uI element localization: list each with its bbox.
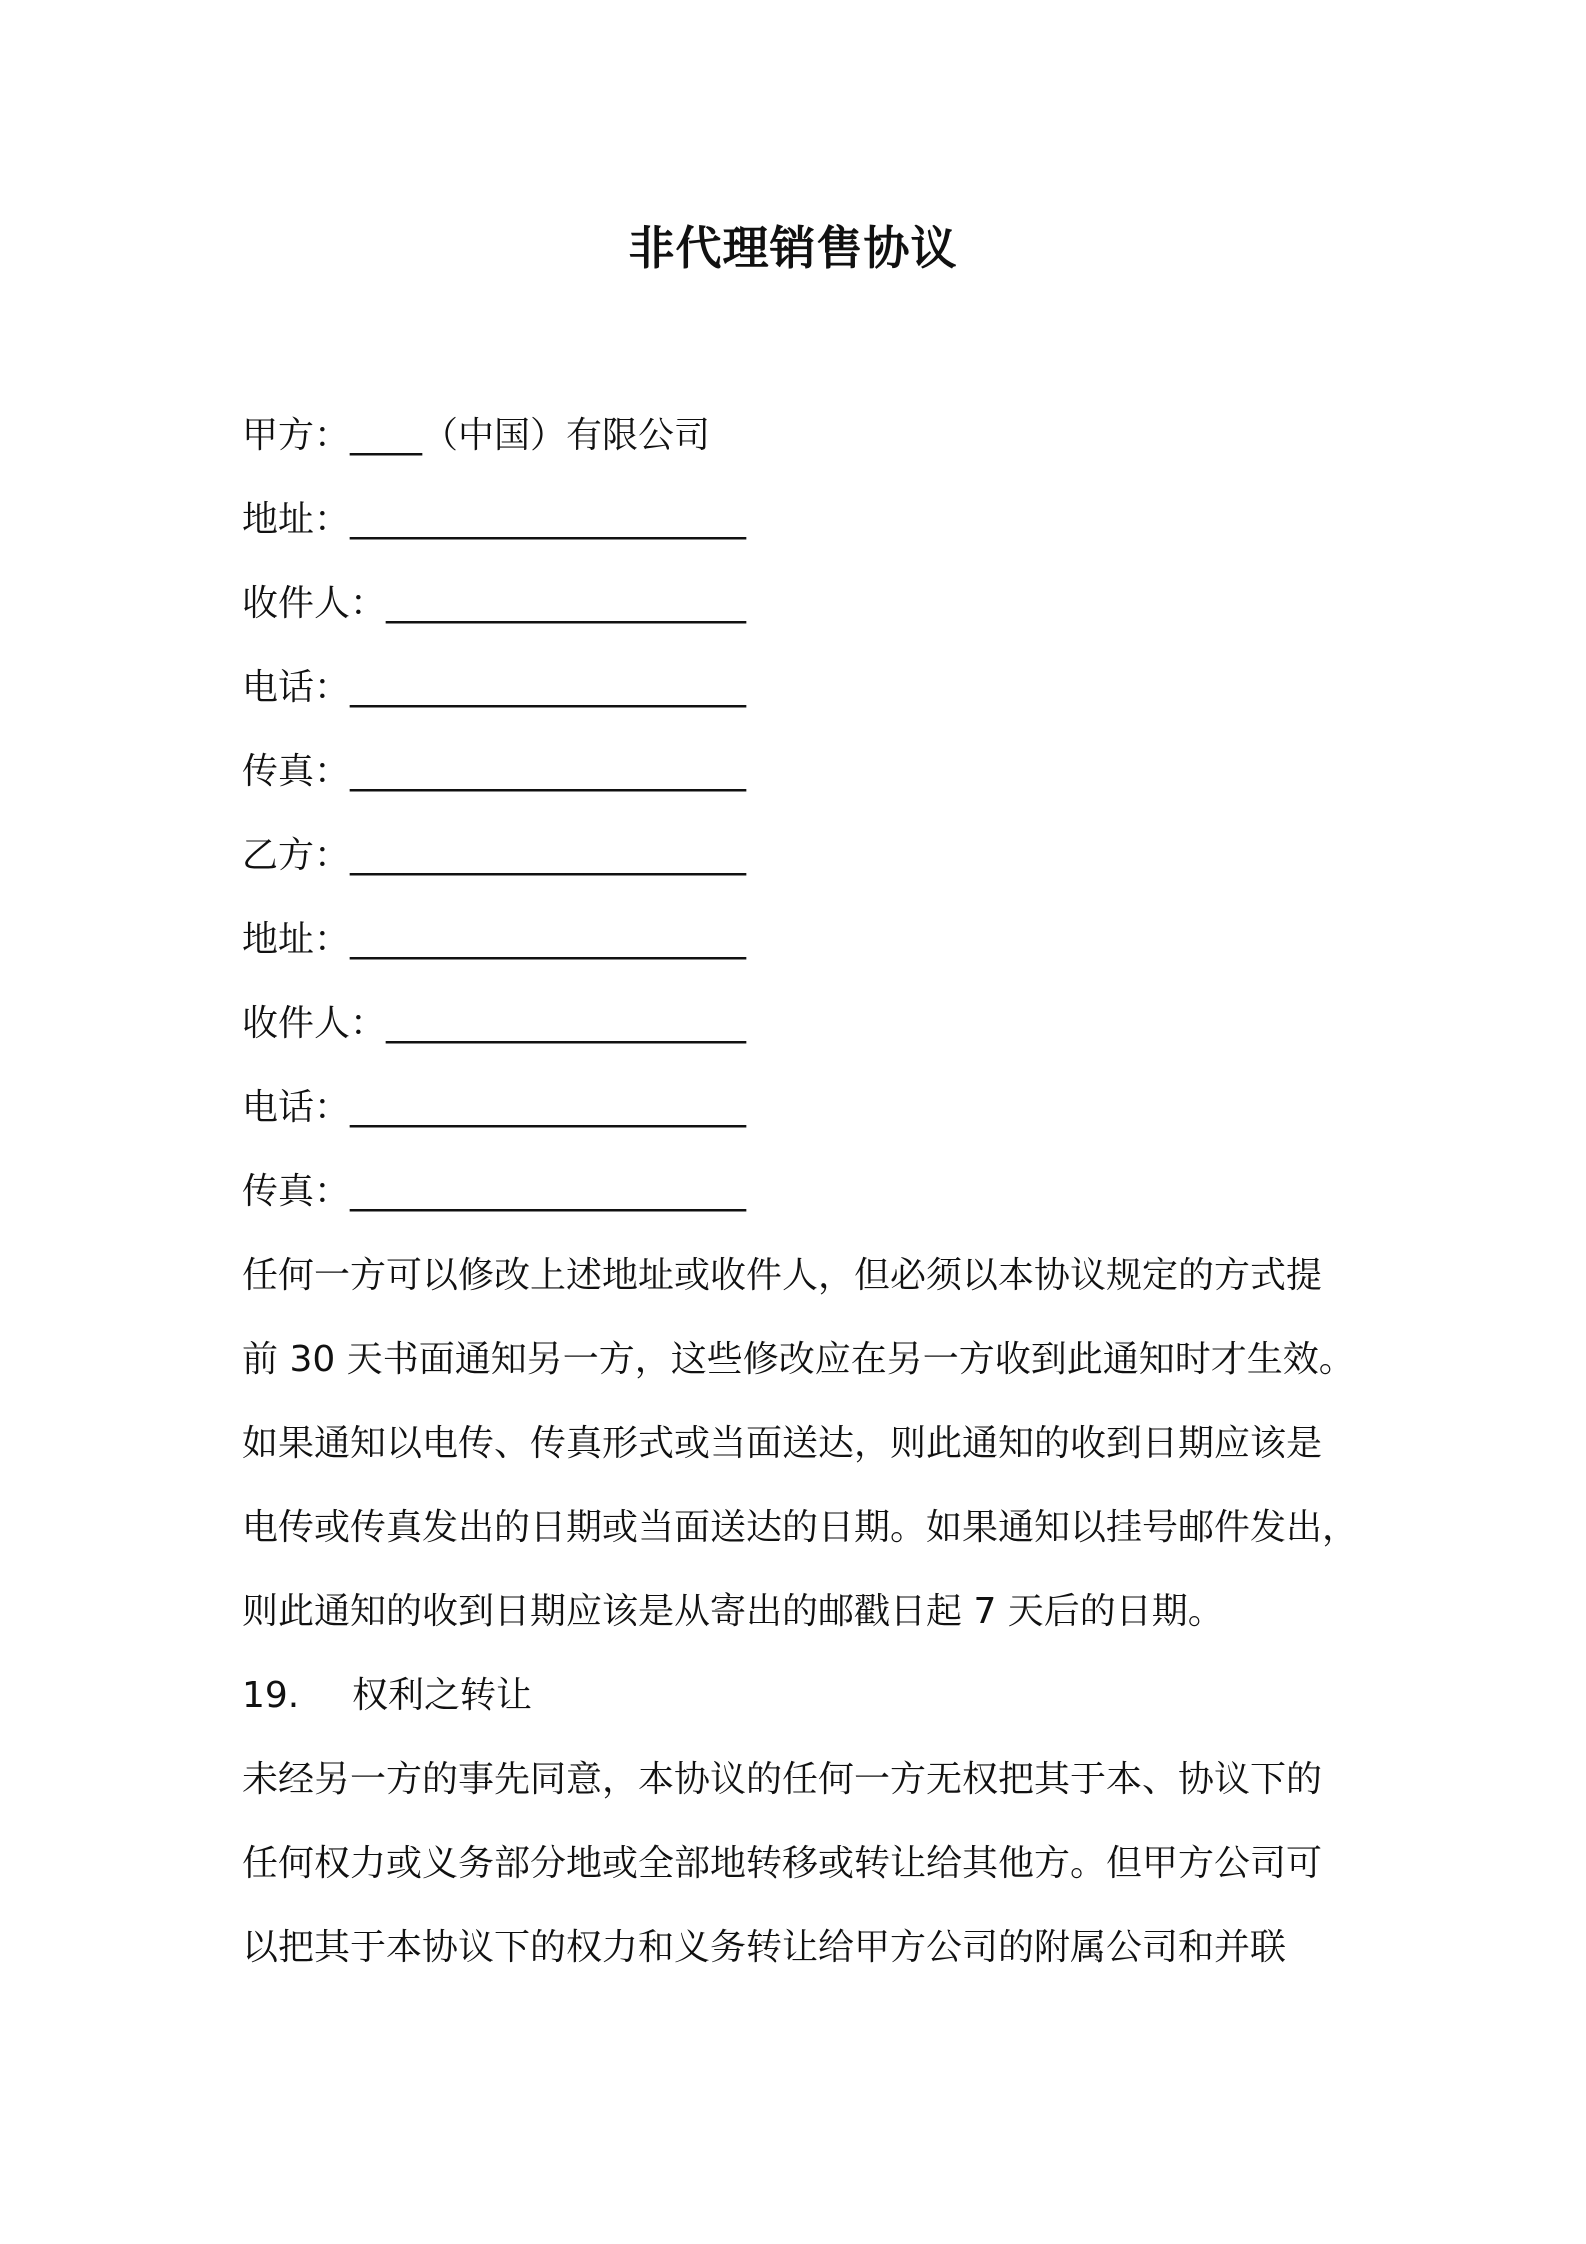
party-b-recipient-line: 收件人：____________________ xyxy=(242,1003,747,1044)
section-heading xyxy=(242,1672,532,1720)
party-a-recipient-line: 收件人：____________________ xyxy=(242,583,747,624)
section-number: 19. xyxy=(242,1675,300,1716)
party-b-address-line: 地址：______________________ xyxy=(242,919,747,960)
section-title: 权利之转让 xyxy=(352,1675,533,1716)
party-a-address-line: 地址：______________________ xyxy=(242,499,747,540)
party-b-fax-line: 传真：______________________ xyxy=(242,1171,747,1212)
notice-paragraph-line: 电传或传真发出的日期或当面送达的日期。如果通知以挂号邮件发出， xyxy=(242,1507,1359,1548)
party-a-phone-line: 电话：______________________ xyxy=(242,667,747,708)
party-a-fax-line: 传真：______________________ xyxy=(242,751,747,792)
assignment-paragraph-line: 任何权力或义务部分地或全部地转移或转让给其他方。但甲方公司可 xyxy=(242,1843,1323,1884)
notice-paragraph-line: 任何一方可以修改上述地址或收件人，但必须以本协议规定的方式提 xyxy=(242,1255,1323,1296)
party-b-phone-line: 电话：______________________ xyxy=(242,1087,747,1128)
assignment-paragraph-line: 以把其于本协议下的权力和义务转让给甲方公司的附属公司和并联 xyxy=(242,1927,1287,1968)
notice-paragraph-line: 则此通知的收到日期应该是从寄出的邮戳日起 7 天后的日期。 xyxy=(242,1591,1224,1632)
document-title: 非代理销售协议 xyxy=(628,221,958,275)
party-a-name-line: 甲方：____（中国）有限公司 xyxy=(242,415,711,456)
assignment-paragraph-line: 未经另一方的事先同意，本协议的任何一方无权把其于本、协议下的 xyxy=(242,1759,1323,1800)
notice-paragraph-line: 如果通知以电传、传真形式或当面送达，则此通知的收到日期应该是 xyxy=(242,1423,1323,1464)
party-b-name-line: 乙方：______________________ xyxy=(242,835,747,876)
notice-paragraph-line: 前 30 天书面通知另一方，这些修改应在另一方收到此通知时才生效。 xyxy=(242,1339,1355,1380)
